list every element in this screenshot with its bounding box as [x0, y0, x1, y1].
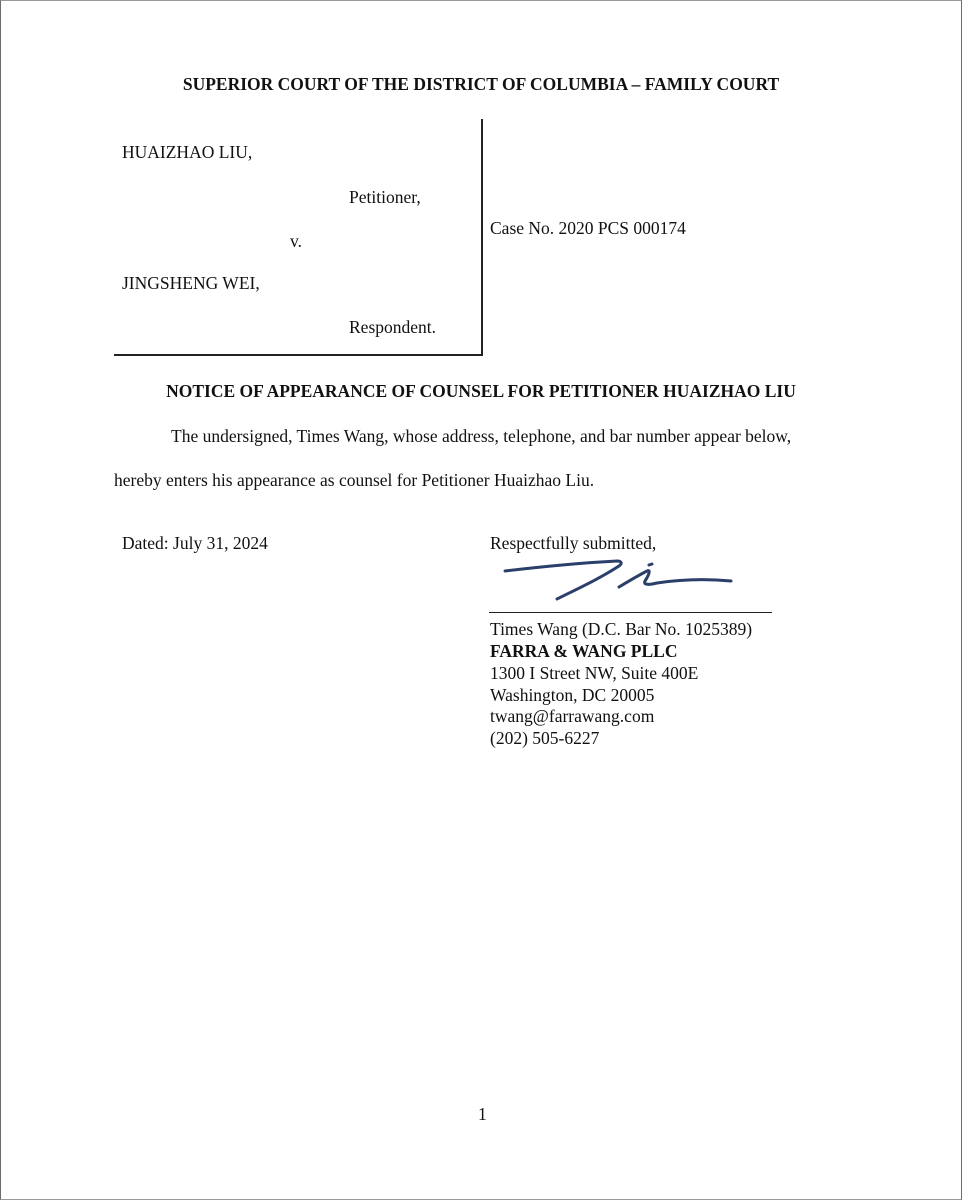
notice-body-line-1: The undersigned, Times Wang, whose address, telephone, and bar number appear below,: [171, 426, 792, 446]
petitioner-role: Petitioner,: [349, 187, 421, 207]
court-title: SUPERIOR COURT OF THE DISTRICT OF COLUMBIA – FAMILY COURT: [182, 74, 780, 94]
caption-horizontal-rule: [114, 354, 483, 356]
signature-image: [499, 557, 739, 603]
address-line-2: Washington, DC 20005: [490, 685, 655, 705]
petitioner-name: HUAIZHAO LIU,: [122, 142, 253, 162]
notice-title: NOTICE OF APPEARANCE OF COUNSEL FOR PETITIONER HUAIZHAO LIU: [166, 381, 796, 401]
notice-body-line-2: hereby enters his appearance as counsel for Petitioner Huaizhao Liu.: [114, 470, 595, 490]
respondent-name: JINGSHENG WEI,: [122, 273, 260, 293]
attorney-name: Times Wang (D.C. Bar No. 1025389): [490, 619, 753, 639]
phone: (202) 505-6227: [490, 728, 600, 748]
dated-line: Dated: July 31, 2024: [122, 533, 268, 553]
firm-name: FARRA & WANG PLLC: [490, 641, 678, 661]
page-number: 1: [478, 1104, 487, 1124]
respondent-role: Respondent.: [349, 317, 437, 337]
email: twang@farrawang.com: [490, 706, 655, 726]
signature-line: [489, 612, 772, 613]
case-number: Case No. 2020 PCS 000174: [490, 218, 686, 238]
address-line-1: 1300 I Street NW, Suite 400E: [490, 663, 699, 683]
versus: v.: [290, 231, 302, 251]
closing: Respectfully submitted,: [490, 533, 657, 553]
caption-vertical-rule: [481, 119, 483, 356]
